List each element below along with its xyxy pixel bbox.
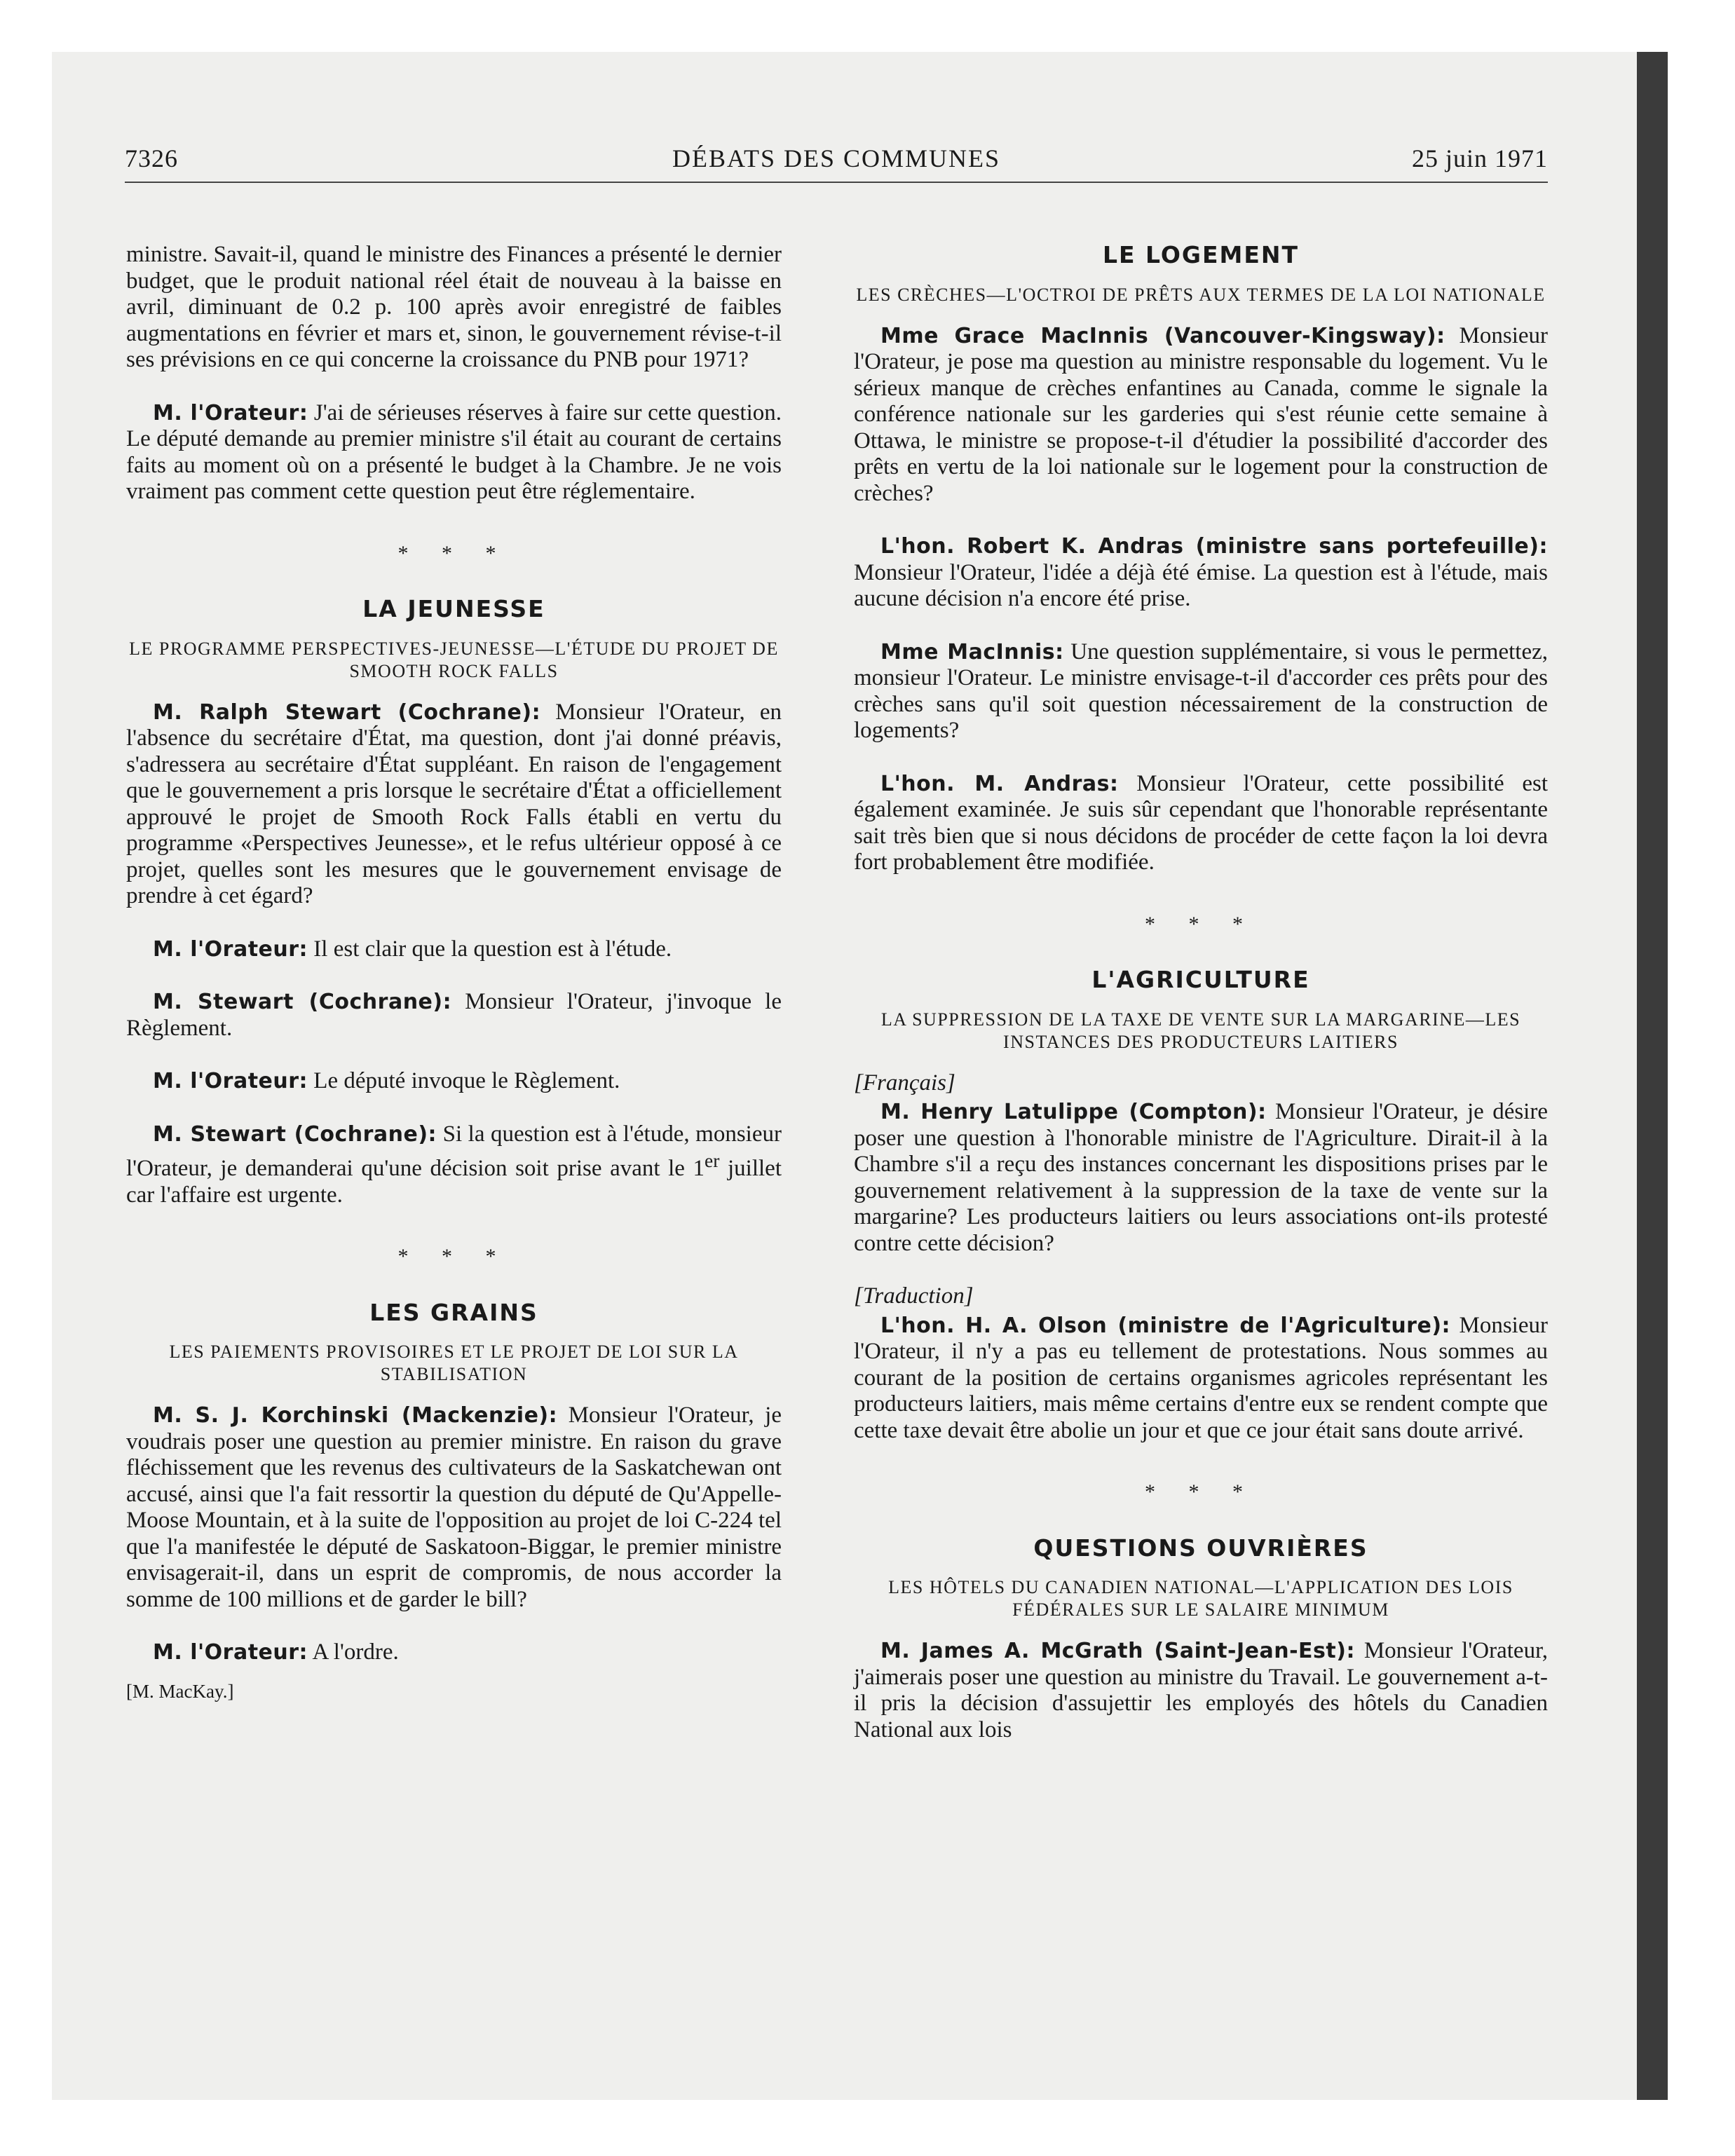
paragraph (854, 323, 1548, 507)
speaker: L'hon. M. Andras: (880, 771, 1119, 796)
section-heading: QUESTIONS OUVRIÈRES (1033, 1534, 1368, 1562)
footnote: [M. MacKay.] (126, 1680, 234, 1702)
language-marker (854, 1283, 1548, 1310)
speech: Le député invoque le Règlement. (308, 1068, 620, 1093)
section-subheading: LES CRÈCHES—L'OCTROI DE PRÊTS AUX TERMES DE LA LOI NATIONALE (856, 284, 1546, 305)
speech: Monsieur l'Orateur, je pose ma question au ministre responsable du logement. Vu le sérieux manque de crèches enfantines au Canada, comme le signale la conférence nationale sur les garderies qui s'est réunie cette semaine à Ottawa, le ministre se propose-t-il d'étudier la possibilité d'accorder des prêts en vertu de la loi nationale sur le logement pour la construction de crèches? (854, 322, 1548, 506)
language-marker (854, 1070, 1548, 1097)
binding-edge (1637, 52, 1668, 2100)
section-separator: * * * (397, 1245, 510, 1268)
paragraph (854, 533, 1548, 613)
speaker: M. James A. McGrath (Saint-Jean-Est): (880, 1639, 1355, 1663)
speaker: M. S. J. Korchinski (Mackenzie): (153, 1403, 558, 1428)
section-subheading: LES PAIEMENTS PROVISOIRES ET LE PROJET DE LOI SUR LA STABILISATION (169, 1342, 739, 1384)
speaker: L'hon. H. A. Olson (ministre de l'Agriculture): (880, 1313, 1451, 1338)
speaker: M. Stewart (Cochrane): (153, 1121, 437, 1147)
speaker: Mme MacInnis: (880, 639, 1064, 664)
section-heading: LE LOGEMENT (1102, 241, 1300, 268)
section-heading: LES GRAINS (369, 1298, 538, 1326)
speaker: M. Henry Latulippe (Compton): (880, 1100, 1267, 1124)
section-subheading: LE PROGRAMME PERSPECTIVES-JEUNESSE—L'ÉTUDE DU PROJET DE SMOOTH ROCK FALLS (129, 638, 779, 681)
speaker: L'hon. Robert K. Andras (ministre sans portefeuille): (880, 534, 1548, 559)
speech: Monsieur l'Orateur, en l'absence du secrétaire d'État, ma question, dont j'ai donné préavis, s'adressera au secrétaire d'État suppléant. En raison de l'engagement que le gouvernement a pris lorsque le secrétaire d'État a officiellement approuvé le projet de Smooth Rock Falls établi en vertu du programme «Perspectives Jeunesse», et le refus ultérieur opposé à ce projet, quelles sont les mesures que le gouvernement envisage de prendre à cet égard? (126, 699, 782, 908)
speech: Monsieur l'Orateur, cette possibilité est également examinée. Je suis sûr cependant que l'honorable représentante sait très bien que si nous décidons de procéder de cette façon la loi devra fort probablement être modifiée. (854, 770, 1548, 875)
paragraph (126, 400, 782, 505)
speech: A l'ordre. (308, 1639, 399, 1665)
page-number: 7326 (125, 144, 178, 172)
speaker: M. l'Orateur: (153, 400, 308, 425)
speech: Il est clair que la question est à l'étude. (308, 936, 672, 962)
speech: Monsieur l'Orateur, l'idée a déjà été émise. La question est à l'étude, mais aucune décision n'a encore été prise. (854, 559, 1548, 611)
paragraph (126, 1639, 782, 1666)
section-subheading: LES HÔTELS DU CANADIEN NATIONAL—L'APPLICATION DES LOIS FÉDÉRALES SUR LE SALAIRE MINIMUM (888, 1577, 1513, 1620)
paragraph (854, 771, 1548, 876)
paragraph (854, 1099, 1548, 1257)
paragraph (126, 700, 782, 910)
speech: Monsieur l'Orateur, je voudrais poser une question au premier ministre. En raison du grave fléchissement que les revenus des cultivateurs de la Saskatchewan ont accusé, ainsi que l'a fait ressortir la question du député de Qu'Appelle-Moose Mountain, et à la suite de l'opposition au projet de loi C-224 tel que l'a manifestée le député de Saskatoon-Biggar, le premier ministre envisagerait-il, dans un esprit de compromis, de nous accorder la somme de 100 millions et de garder le bill? (126, 1403, 782, 1612)
paragraph (126, 936, 782, 963)
speech: Monsieur l'Orateur, il n'y a pas eu tellement de protestations. Nous sommes au courant de la position de certains organismes agricoles représentant les producteurs laitiers, mais même certains d'entre eux se rendent compte que cette taxe devait être abolie un jour et que ce jour était sans doute arrivé. (854, 1312, 1548, 1443)
section-separator: * * * (1145, 1480, 1257, 1503)
speech: juillet car l'affaire est urgente. (126, 1156, 782, 1208)
paragraph: ministre. Savait-il, quand le ministre des Finances a présenté le dernier budget, que le produit national réel était de nouveau à la baisse en avril, diminuant de 0.2 p. 100 après avoir enregistré de faibles augmentations en février et mars et, sinon, le gouvernement révise-t-il ses prévisions en ce qui concerne la croissance du PNB pour 1971? (126, 242, 782, 372)
page-title: DÉBATS DES COMMUNES (672, 144, 1001, 172)
paragraph (854, 1638, 1548, 1743)
speaker: M. Stewart (Cochrane): (153, 990, 452, 1014)
speech: Monsieur l'Orateur, j'aimerais poser une question au ministre du Travail. Le gouvernement a-t-il pris la décision d'assujettir les employés des hôtels du Canadien National aux lois (854, 1638, 1548, 1742)
paragraph (126, 1403, 782, 1613)
speech: Monsieur l'Orateur, j'invoque le Règlement. (126, 989, 782, 1041)
language-label: [Français] (854, 1070, 955, 1096)
speaker: M. Ralph Stewart (Cochrane): (153, 700, 541, 725)
section-heading: LA JEUNESSE (362, 595, 545, 622)
superscript: er (705, 1149, 720, 1171)
speaker: Mme Grace MacInnis (Vancouver-Kingsway): (880, 323, 1445, 348)
section-heading: L'AGRICULTURE (1091, 966, 1310, 993)
paragraph (126, 1068, 782, 1095)
speaker: M. l'Orateur: (153, 1640, 308, 1665)
language-label: [Traduction] (854, 1283, 974, 1309)
section-separator: * * * (397, 541, 510, 565)
paragraph (126, 989, 782, 1042)
speech: Une question supplémentaire, si vous le permettez, monsieur l'Orateur. Le ministre envisage-t-il d'accorder ces prêts pour des crèches sans qu'il soit question nécessairement de la construction de logements? (854, 639, 1548, 743)
speaker: M. l'Orateur: (153, 1069, 308, 1093)
right-column (854, 242, 1548, 1770)
section-subheading: LA SUPPRESSION DE LA TAXE DE VENTE SUR LA MARGARINE—LES INSTANCES DES PRODUCTEURS LAITIERS (880, 1009, 1521, 1052)
page-date: 25 juin 1971 (1411, 144, 1548, 172)
speech: Si la question est à l'étude, monsieur l'Orateur, je demanderai qu'une décision soit prise avant le 1 (126, 1121, 782, 1181)
speech: J'ai de sérieuses réserves à faire sur cette question. Le député demande au premier ministre s'il était au courant de certains faits au moment où on a présenté le budget à la Chambre. Je ne vois vraiment pas comment cette question peut être réglementaire. (126, 400, 782, 504)
left-column (126, 242, 782, 1705)
paragraph (854, 1313, 1548, 1445)
section-separator: * * * (1145, 912, 1257, 936)
paragraph (126, 1121, 782, 1209)
paragraph (854, 639, 1548, 744)
speech: Monsieur l'Orateur, je désire poser une question à l'honorable ministre de l'Agriculture. Dirait-il à la Chambre s'il a reçu des instances concernant les dispositions prises par le gouvernement relativement à la suppression de la taxe de vente sur la margarine? Les producteurs laitiers ou leurs associations ont-ils protesté contre cette décision? (854, 1099, 1548, 1256)
speaker: M. l'Orateur: (153, 936, 308, 962)
page-header (125, 144, 1548, 183)
